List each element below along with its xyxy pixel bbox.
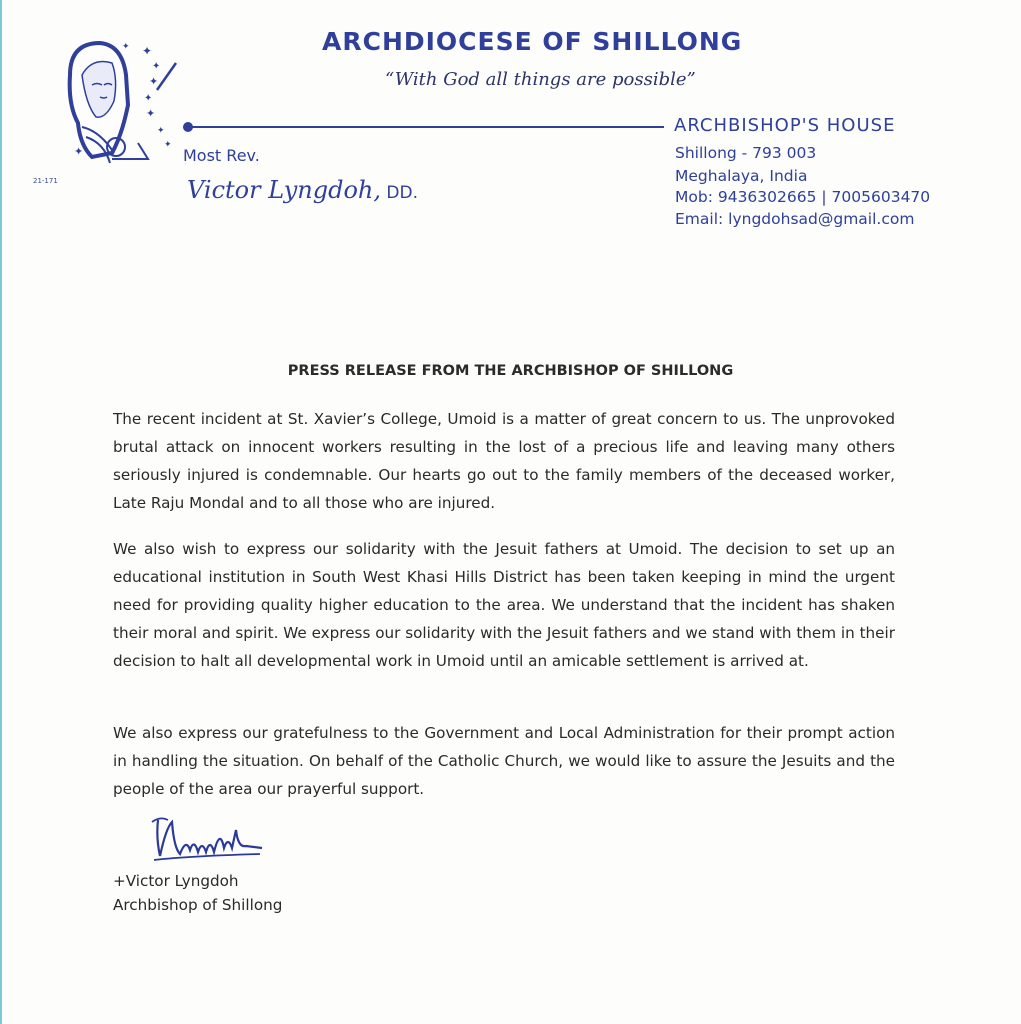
body-paragraph: We also wish to express our solidarity with the Jesuit fathers at Umoid. The decision to set up an educational institution in South West Khasi Hills District has been taken keeping in mind the urgent need for providing quality higher education to the area. We understand that the incident has shaken their moral and spirit. We express our solidarity with the Jesuit fathers and we stand with them in their decision to halt all developmental work in Umoid until an amicable settlement is arrived at. — [113, 540, 895, 670]
body-paragraph: The recent incident at St. Xavier’s College, Umoid is a matter of great concern to us. The unprovoked brutal attack on innocent workers resulting in the lost of a precious life and leaving many others seriously injured is condemnable. Our hearts go out to the family members of the deceased worker, Late Raju Mondal and to all those who are injured. — [113, 410, 895, 512]
page-edge — [0, 0, 2, 1024]
svg-text:✦: ✦ — [74, 146, 84, 158]
mobile-numbers: Mob: 9436302665 | 7005603470 — [675, 188, 931, 206]
body-paragraph: We also express our gratefulness to the Government and Local Administration for their prompt action in handling the situation. On behalf of the Catholic Church, we would like to assure the Jesuits and the people of the area our prayerful support. — [113, 724, 895, 798]
handwritten-signature — [150, 808, 265, 870]
svg-text:✦: ✦ — [144, 93, 153, 104]
svg-text:✦: ✦ — [164, 139, 172, 149]
signatory-title: Archbishop of Shillong — [113, 896, 283, 914]
svg-text:✦: ✦ — [157, 125, 165, 135]
svg-text:✦: ✦ — [142, 44, 153, 58]
svg-text:✦: ✦ — [152, 61, 161, 72]
bishop-degree: DD. — [381, 183, 419, 203]
most-rev-label: Most Rev. — [183, 146, 260, 165]
address-line: Meghalaya, India — [675, 167, 808, 185]
address-line: Shillong - 793 003 — [675, 144, 817, 162]
bishop-name-text: Victor Lyngdoh, — [187, 176, 382, 204]
email-address: Email: lyngdohsad@gmail.com — [675, 210, 915, 228]
motto: “With God all things are possible” — [385, 69, 696, 90]
signatory-name: +Victor Lyngdoh — [113, 872, 239, 890]
house-title: ARCHBISHOP'S HOUSE — [674, 115, 896, 136]
crest-code: 21-171 — [33, 177, 58, 185]
press-release-heading: PRESS RELEASE FROM THE ARCHBISHOP OF SHILLONG — [287, 363, 734, 379]
svg-text:✦: ✦ — [122, 41, 130, 51]
organization-title: ARCHDIOCESE OF SHILLONG — [322, 27, 743, 56]
madonna-crest-logo — [52, 35, 192, 175]
svg-text:✦: ✦ — [146, 108, 156, 120]
svg-text:✦: ✦ — [149, 76, 159, 88]
header-rule — [190, 126, 664, 128]
bishop-name — [187, 176, 418, 204]
